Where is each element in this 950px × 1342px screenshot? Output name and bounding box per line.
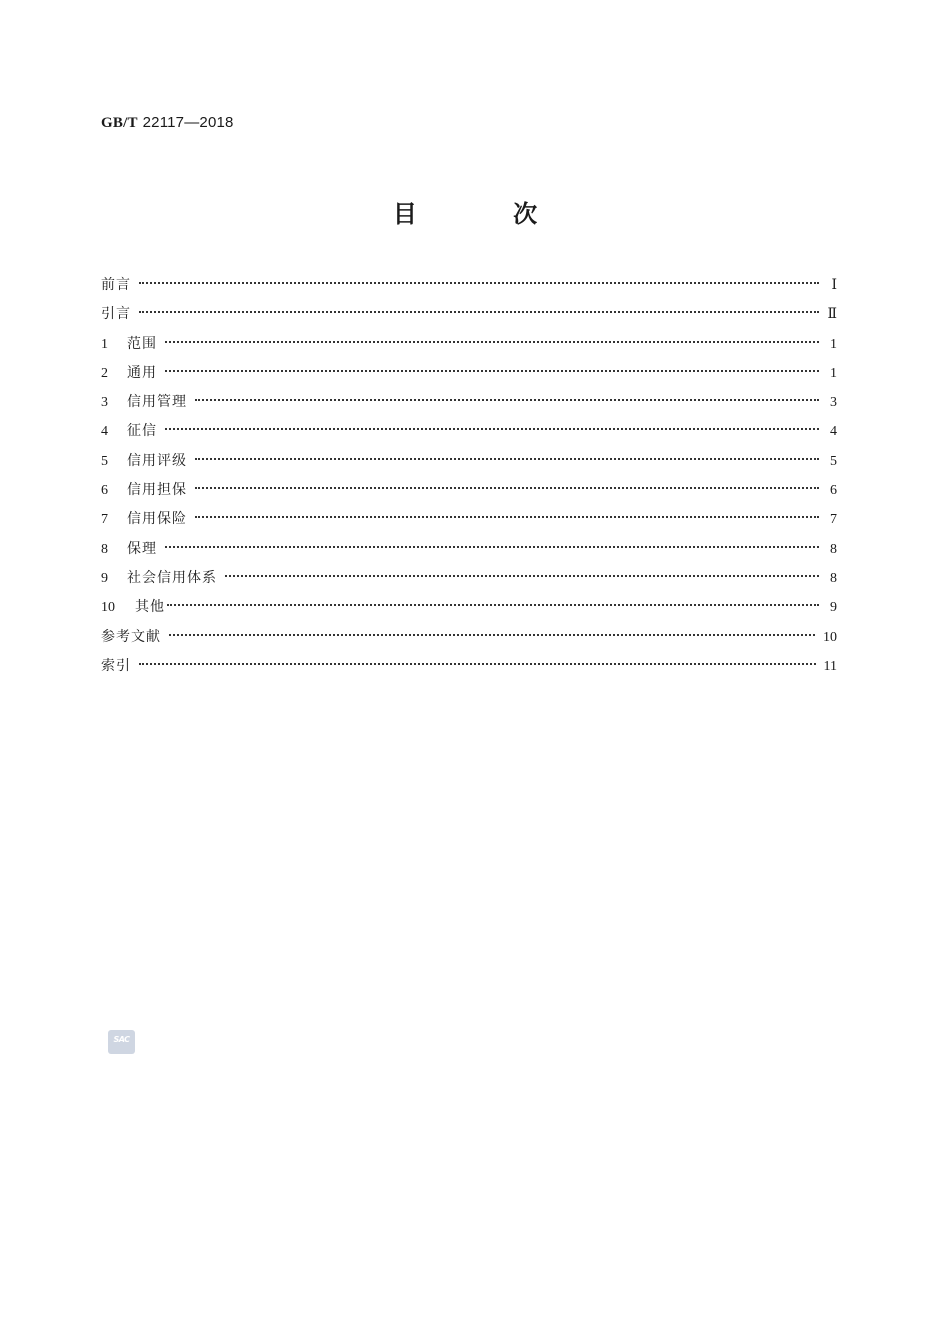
toc-entry-number: 4 [101, 424, 108, 440]
toc-entry-number: 10 [101, 600, 115, 616]
toc-entry-number: 5 [101, 453, 108, 469]
toc-entry-label: 征信 [127, 423, 157, 440]
toc-entry-page: 5 [830, 453, 837, 469]
toc-entry-label: 索引 [101, 657, 131, 674]
standard-prefix: GB/T [101, 115, 138, 131]
toc-entry-others[interactable] [101, 594, 837, 623]
toc-entry-social-credit-system[interactable] [101, 565, 837, 594]
toc-entry-index[interactable] [101, 653, 837, 682]
toc-entry-page: 11 [823, 658, 837, 674]
toc-leader [195, 399, 819, 401]
toc-leader [165, 370, 819, 372]
toc-leader [167, 604, 819, 606]
toc-leader [165, 341, 819, 343]
toc-leader [139, 282, 819, 284]
toc-entry-general[interactable] [101, 360, 837, 389]
toc-entry-bibliography[interactable] [101, 624, 837, 653]
toc-entry-page: 4 [830, 424, 837, 440]
toc-entry-number: 2 [101, 365, 108, 381]
toc-entry-label: 范围 [127, 335, 157, 352]
toc-entry-scope[interactable] [101, 331, 837, 360]
toc-list [101, 272, 837, 682]
toc-leader [195, 516, 819, 518]
toc-entry-label: 信用管理 [127, 394, 187, 411]
toc-entry-credit-guarantee[interactable] [101, 477, 837, 506]
toc-entry-page: 6 [830, 483, 837, 499]
toc-entry-page: 10 [823, 629, 837, 645]
standard-code [101, 113, 234, 132]
toc-entry-credit-management[interactable] [101, 389, 837, 418]
sac-logo-icon [108, 1030, 135, 1054]
toc-leader [225, 575, 819, 577]
toc-leader [195, 487, 819, 489]
toc-entry-number: 8 [101, 541, 108, 557]
toc-leader [139, 311, 819, 313]
toc-entry-page: 8 [830, 570, 837, 586]
toc-entry-label: 社会信用体系 [127, 569, 217, 586]
toc-entry-page: Ⅱ [827, 307, 837, 323]
toc-entry-label: 其他 [135, 599, 165, 616]
toc-entry-number: 1 [101, 336, 108, 352]
toc-entry-foreword[interactable] [101, 272, 837, 301]
toc-entry-page: 1 [830, 365, 837, 381]
toc-entry-page: 8 [830, 541, 837, 557]
toc-leader [195, 458, 819, 460]
toc-leader [165, 428, 819, 430]
toc-leader [169, 634, 815, 636]
toc-entry-label: 信用保险 [127, 511, 187, 528]
toc-entry-label: 通用 [127, 364, 157, 381]
toc-entry-label: 信用评级 [127, 452, 187, 469]
toc-entry-page: Ⅰ [831, 278, 837, 293]
sac-logo-text: SAC [113, 1035, 130, 1044]
toc-entry-label: 前言 [101, 277, 131, 293]
toc-entry-factoring[interactable] [101, 536, 837, 565]
toc-entry-number: 6 [101, 483, 108, 499]
toc-entry-page: 7 [830, 512, 837, 528]
toc-entry-number: 3 [101, 395, 108, 411]
toc-entry-introduction[interactable] [101, 301, 837, 330]
toc-entry-page: 3 [830, 395, 837, 411]
toc-entry-page: 1 [830, 336, 837, 352]
toc-leader [165, 546, 819, 548]
toc-entry-credit-reporting[interactable] [101, 418, 837, 447]
toc-entry-credit-insurance[interactable] [101, 506, 837, 535]
toc-entry-label: 保理 [127, 540, 157, 557]
toc-leader [139, 663, 816, 665]
standard-number: 22117—2018 [142, 114, 234, 131]
toc-entry-label: 引言 [101, 306, 131, 323]
toc-entry-label: 参考文献 [101, 628, 161, 645]
toc-entry-credit-rating[interactable] [101, 448, 837, 477]
toc-entry-number: 9 [101, 570, 108, 586]
toc-title: 目 次 [392, 200, 582, 228]
toc-entry-page: 9 [830, 600, 837, 616]
toc-entry-number: 7 [101, 512, 108, 528]
toc-entry-label: 信用担保 [127, 482, 187, 499]
